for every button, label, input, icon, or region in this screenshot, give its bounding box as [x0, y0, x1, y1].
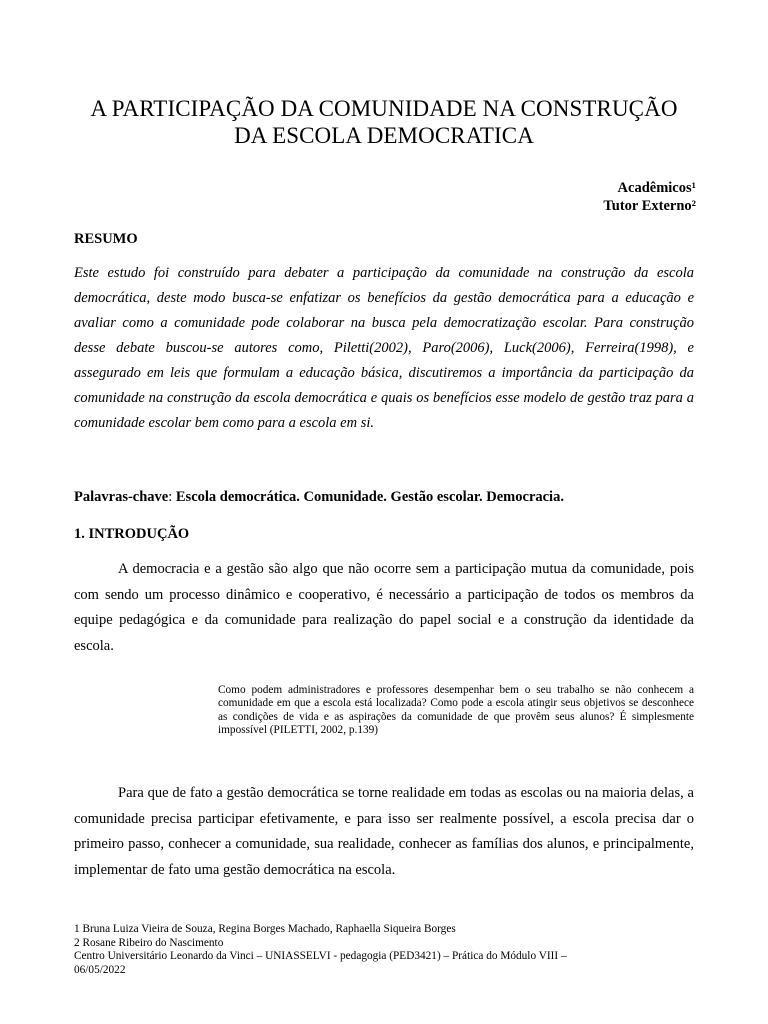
authors-academics: Acadêmicos¹	[617, 180, 696, 196]
keywords-label: Palavras-chave	[74, 489, 169, 505]
authors-block	[603, 179, 696, 215]
title-line-2: DA ESCOLA DEMOCRATICA	[234, 123, 534, 148]
keywords-values: Escola democrática. Comunidade. Gestão escolar. Democracia.	[175, 489, 564, 505]
document-title	[60, 95, 708, 149]
intro-paragraph-1: A democracia e a gestão são algo que não ocorre sem a participação mutua da comunidade, pois com sendo um processo dinâmico e cooperativo, é necessário a participação de todos os membros da equipe pedagógica e da comunidade para realização do papel social e a construção da identidade da escola.	[74, 561, 694, 654]
footnote-2: 2 Rosane Ribeiro do Nascimento	[74, 936, 224, 949]
intro-paragraph-2: Para que de fato a gestão democrática se torne realidade em todas as escolas ou na maioria delas, a comunidade precisa participar efetivamente, e para isso ser realmente possível, a escola precisa dar o primeiro passo, conhecer a comunidade, sua realidade, conhecer as famílias dos alunos, e principalmente, implementar de fato uma gestão democrática na escola.	[74, 785, 694, 878]
footnote-institution: Centro Universitário Leonardo da Vinci – UNIASSELVI - pedagogia (PED3421) – Prática do Módulo VIII –	[74, 950, 567, 962]
abstract-text: Este estudo foi construído para debater a participação da comunidade na construção da escola democrática, deste modo busca-se enfatizar os benefícios da gestão democrática para a educação e avaliar como a comunidade pode colaborar na busca pela democratização escolar. Para construção desse debate buscou-se autores como, Piletti(2002), Paro(2006), Luck(2006), Ferreira(1998), e assegurado em leis que formulam a educação básica, discutiremos a importância da participação da comunidade na construção da escola democrática e quais os benefícios esse modelo de gestão traz para a comunidade escolar bem como para a escola em si.	[74, 265, 694, 431]
footnote-1: 1 Bruna Luiza Vieira de Souza, Regina Borges Machado, Raphaella Siqueira Borges	[74, 923, 456, 935]
abstract-heading: RESUMO	[74, 231, 138, 247]
footnotes	[74, 923, 674, 977]
keywords-line	[74, 489, 564, 506]
intro-heading: 1. INTRODUÇÃO	[74, 526, 190, 542]
footnote-date: 06/05/2022	[74, 963, 126, 976]
authors-tutor: Tutor Externo²	[603, 198, 696, 214]
title-line-1: A PARTICIPAÇÃO DA COMUNIDADE NA CONSTRUÇÃO	[90, 96, 678, 121]
block-quote: Como podem administradores e professores desempenhar bem o seu trabalho se não conhecem a comunidade em que a escola está localizada? Como pode a escola atingir seus objetivos se desconhece as condições de vida e as aspirações da comunidade de que provêm seus alunos? É simplesmente impossível (PILETTI, 2002, p.139)	[218, 684, 694, 737]
keywords-colon: :	[168, 489, 176, 505]
